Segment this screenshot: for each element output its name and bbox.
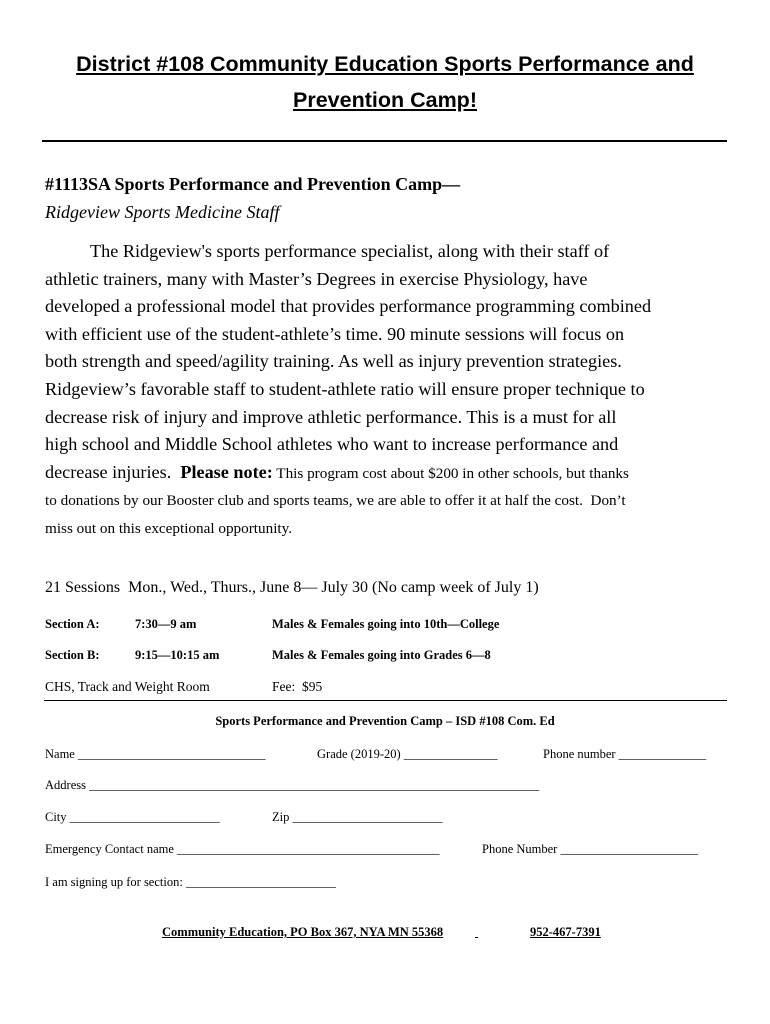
course-description xyxy=(45,238,735,543)
description-line: developed a professional model that provides performance programming combined xyxy=(45,296,652,317)
note-label: Please note: xyxy=(180,461,273,482)
course-heading: #1113SA Sports Performance and Prevention Camp— xyxy=(45,174,461,194)
section-time: 9:15—10:15 am xyxy=(135,648,220,662)
note-text: This program cost about $200 in other schools, but thanks xyxy=(272,464,629,482)
description-line-note xyxy=(45,459,735,488)
session-schedule: 21 Sessions Mon., Wed., Thurs., June 8— July 30 (No camp week of July 1) xyxy=(45,579,539,596)
emergency-phone-field[interactable]: Phone Number ______________________ xyxy=(482,842,698,856)
description-line: with efficient use of the student-athlete’s time. 90 minute sessions will focus on xyxy=(45,323,625,344)
section-label: Section B: xyxy=(45,648,100,662)
form-divider xyxy=(44,700,727,701)
course-subtitle: Ridgeview Sports Medicine Staff xyxy=(45,202,280,222)
form-title: Sports Performance and Prevention Camp – ISD #108 Com. Ed xyxy=(215,714,555,728)
note-text: miss out on this exceptional opportunity. xyxy=(45,519,293,537)
section-label: Section A: xyxy=(45,617,100,631)
section-time: 7:30—9 am xyxy=(135,617,197,631)
grade-field[interactable]: Grade (2019-20) _______________ xyxy=(317,747,498,761)
description-line: Ridgeview’s favorable staff to student-athlete ratio will ensure proper technique to xyxy=(45,378,645,399)
address-field[interactable]: Address ________________________________________________________________________ xyxy=(45,778,540,792)
footer-address: Community Education, PO Box 367, NYA MN 55368 xyxy=(162,925,444,939)
phone-field[interactable]: Phone number ______________ xyxy=(543,747,707,761)
city-field[interactable]: City ________________________ xyxy=(45,810,220,824)
page-title-line-2: Prevention Camp! xyxy=(293,88,477,112)
description-line: decrease risk of injury and improve athletic performance. This is a must for all xyxy=(45,406,617,427)
description-line: The Ridgeview's sports performance specialist, along with their staff of xyxy=(90,241,610,261)
title-divider xyxy=(42,140,727,142)
page-title-line-1: District #108 Community Education Sports Performance and xyxy=(76,52,694,76)
emergency-contact-field[interactable]: Emergency Contact name __________________________________________ xyxy=(45,842,440,856)
camp-location: CHS, Track and Weight Room xyxy=(45,679,210,694)
page-title xyxy=(40,46,730,118)
camp-fee: Fee: $95 xyxy=(272,679,323,694)
description-line: both strength and speed/agility training. As well as injury prevention strategies. xyxy=(45,351,622,372)
description-line: athletic trainers, many with Master’s Degrees in exercise Physiology, have xyxy=(45,268,588,289)
name-field[interactable]: Name ______________________________ xyxy=(45,747,266,761)
description-text: decrease injuries. xyxy=(45,461,181,482)
section-group: Males & Females going into 10th—College xyxy=(272,617,500,631)
footer-gap xyxy=(475,925,533,940)
section-group: Males & Females going into Grades 6—8 xyxy=(272,648,491,662)
zip-field[interactable]: Zip ________________________ xyxy=(272,810,443,824)
section-signup-field[interactable]: I am signing up for section: ________________________ xyxy=(45,875,336,889)
note-text: to donations by our Booster club and sports teams, we are able to offer it at half the cost. Don’t xyxy=(45,492,626,510)
footer-phone: 952-467-7391 xyxy=(530,925,601,939)
description-line: high school and Middle School athletes who want to increase performance and xyxy=(45,434,619,455)
